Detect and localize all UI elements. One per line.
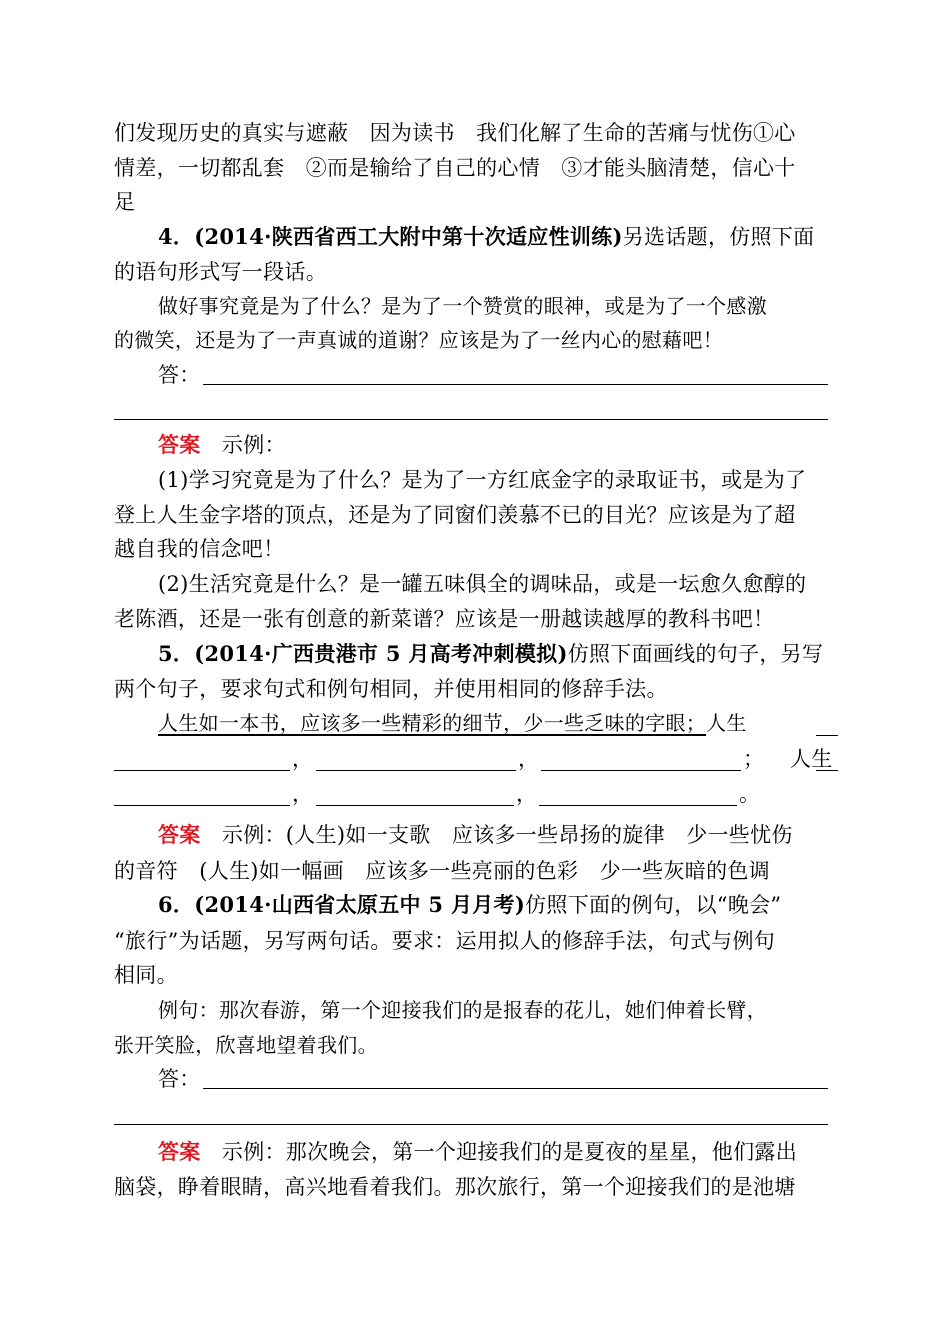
punctuation: 。 [739, 782, 761, 806]
fill-blank-line[interactable] [114, 805, 290, 806]
question-number: 6． [158, 892, 195, 917]
question-prompt: 相同。 [114, 963, 178, 987]
fill-blank-line[interactable] [114, 770, 290, 771]
fill-blank-line[interactable] [316, 770, 516, 771]
answer-label-red: 答案 [158, 432, 201, 457]
answer-blank-line[interactable] [114, 1124, 828, 1125]
question-source: (2014·陕西省西工大附中第十次适应性训练) [194, 224, 623, 249]
fill-blank-line[interactable] [816, 770, 838, 771]
example-sentence [158, 708, 747, 738]
question-source: (2014·广西贵港市 5 月高考冲刺模拟) [194, 641, 568, 666]
punctuation: ； [743, 747, 765, 771]
answer-label-red: 答案 [158, 822, 201, 847]
answer-label-red: 答案 [158, 1139, 201, 1164]
example-sentence: 的微笑，还是为了一声真诚的道谢？应该是为了一丝内心的慰藉吧！ [114, 328, 723, 352]
answer-5 [158, 820, 793, 850]
punctuation: ， [292, 782, 314, 806]
answer-6 [158, 1137, 797, 1167]
question-4 [158, 222, 814, 252]
answer-text: 的音符 (人生)如一幅画 应该多一些亮丽的色彩 少一些灰暗的色调 [114, 859, 770, 883]
question-number: 5． [158, 641, 195, 666]
answer-text: (1)学习究竟是为了什么？是为了一方红底金字的录取证书，或是为了 [158, 468, 807, 492]
fill-blank-line[interactable] [541, 770, 741, 771]
example-sentence: 做好事究竟是为了什么？是为了一个赞赏的眼神，或是为了一个感激 [158, 294, 767, 318]
question-prompt: 的语句形式写一段话。 [114, 260, 327, 284]
punctuation: ， [516, 782, 538, 806]
fill-blank-line[interactable] [539, 805, 737, 806]
question-prompt: 仿照下面画线的句子，另写 [567, 642, 824, 666]
underlined-example: 人生如一本书，应该多一些精彩的细节，少一些乏味的字眼； [158, 711, 707, 735]
question-prompt: 仿照下面的例句，以“晚会” [525, 893, 782, 917]
answer-text: 越自我的信念吧！ [114, 537, 285, 561]
answer-4 [158, 430, 286, 460]
example-sentence: 例句：那次春游，第一个迎接我们的是报春的花儿，她们伸着长臂， [158, 998, 767, 1022]
answer-blank-line[interactable] [203, 384, 828, 385]
punctuation: ， [518, 747, 540, 771]
answer-label: 答： [158, 1067, 201, 1091]
answer-text: 示例：(人生)如一支歌 应该多一些昂扬的旋律 少一些忧伤 [200, 823, 793, 847]
question-6 [158, 890, 781, 920]
answer-label: 答： [158, 363, 201, 387]
answer-text: 示例：那次晚会，第一个迎接我们的是夏夜的星星，他们露出 [200, 1140, 798, 1164]
answer-blank-line[interactable] [114, 419, 828, 420]
text-line: 情差，一切都乱套 ②而是输给了自己的心情 ③才能头脑清楚，信心十 [114, 156, 796, 180]
answer-lead: 示例： [200, 433, 286, 457]
question-source: (2014·山西省太原五中 5 月月考) [194, 892, 526, 917]
fill-blank-line[interactable] [816, 735, 838, 736]
example-sentence: 张开笑脸，欣喜地望着我们。 [114, 1033, 378, 1057]
text-line: 们发现历史的真实与遮蔽 因为读书 我们化解了生命的苦痛与忧伤①心 [114, 121, 796, 145]
answer-text: (2)生活究竟是什么？是一罐五味俱全的调味品，或是一坛愈久愈醇的 [158, 572, 807, 596]
answer-text: 脑袋，睁着眼睛，高兴地看着我们。那次旅行，第一个迎接我们的是池塘 [114, 1175, 796, 1199]
question-5 [158, 639, 823, 669]
answer-text: 登上人生金字塔的顶点，还是为了同窗们羡慕不已的目光？应该是为了超 [114, 503, 796, 527]
question-number: 4． [158, 224, 195, 249]
fill-word: 人生 [706, 711, 747, 735]
question-prompt: 两个句子，要求句式和例句相同，并使用相同的修辞手法。 [114, 677, 668, 701]
text-line: 足 [114, 190, 136, 214]
question-prompt: “旅行”为话题，另写两句话。要求：运用拟人的修辞手法，句式与例句 [114, 929, 776, 953]
answer-text: 老陈酒，还是一张有创意的新菜谱？应该是一册越读越厚的教科书吧！ [114, 607, 775, 631]
fill-word: 人生 [790, 747, 833, 771]
fill-blank-line[interactable] [316, 805, 514, 806]
punctuation: ， [292, 747, 314, 771]
answer-blank-line[interactable] [203, 1088, 828, 1089]
question-prompt: 另选话题，仿照下面 [622, 225, 815, 249]
